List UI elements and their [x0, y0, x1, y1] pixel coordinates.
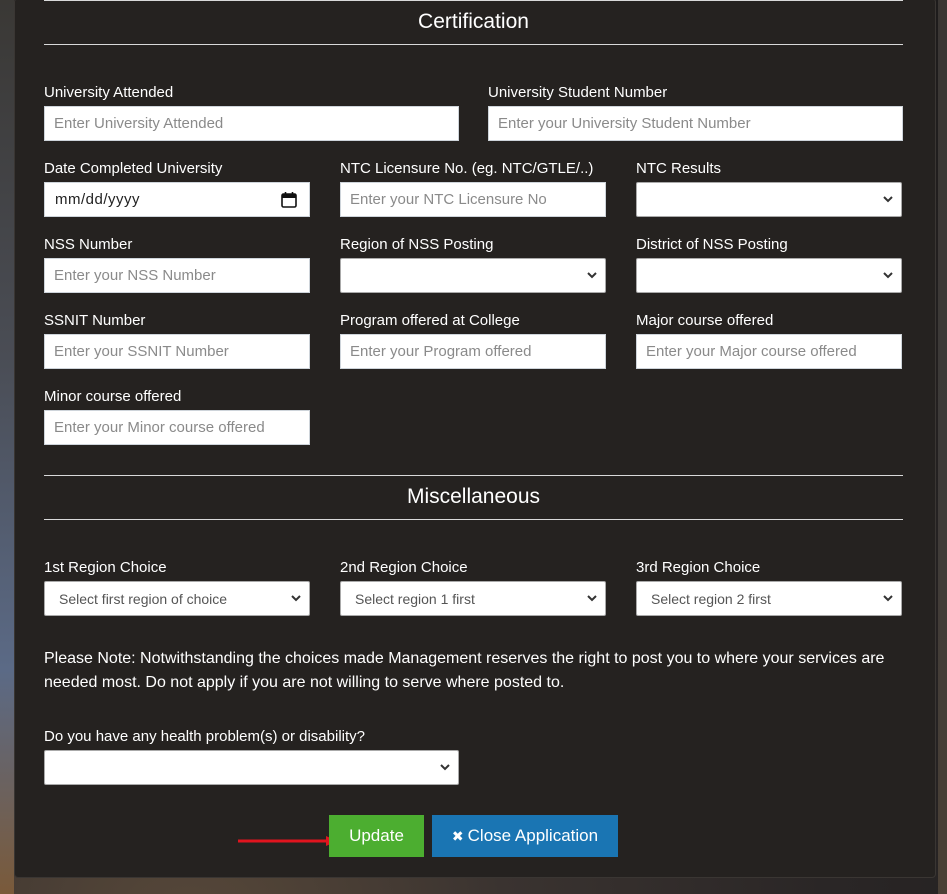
region1-select[interactable] — [44, 581, 310, 616]
region3-label: 3rd Region Choice — [636, 559, 761, 576]
nss-number-input[interactable] — [44, 258, 310, 293]
divider-misc — [44, 519, 903, 520]
minor-course-label: Minor course offered — [44, 388, 182, 405]
annotation-arrow-icon — [238, 835, 338, 847]
chevron-down-icon — [882, 193, 894, 205]
close-icon: ✖ — [451, 827, 464, 844]
health-label: Do you have any health problem(s) or disability? — [44, 728, 365, 745]
nss-district-select[interactable] — [636, 258, 902, 293]
region2-value: Select region 1 first — [355, 590, 475, 607]
section-title-certification: Certification — [418, 10, 529, 33]
student-number-input[interactable] — [488, 106, 903, 141]
ntc-results-label: NTC Results — [636, 160, 722, 177]
minor-course-input[interactable] — [44, 410, 310, 445]
ntc-licensure-input[interactable] — [340, 182, 606, 217]
close-application-label: Close Application — [467, 826, 599, 845]
university-attended-label: University Attended — [44, 84, 174, 101]
chevron-down-icon — [586, 592, 598, 604]
student-number-label: University Student Number — [488, 84, 668, 101]
ssnit-number-input[interactable] — [44, 334, 310, 369]
date-completed-label: Date Completed University — [44, 160, 223, 177]
section-title-miscellaneous: Miscellaneous — [406, 485, 541, 508]
chevron-down-icon — [290, 592, 302, 604]
university-attended-input[interactable] — [44, 106, 459, 141]
ssnit-number-label: SSNIT Number — [44, 312, 146, 329]
region3-select[interactable] — [636, 581, 902, 616]
chevron-down-icon — [439, 761, 451, 773]
divider-top — [44, 0, 903, 1]
ntc-licensure-label: NTC Licensure No. (eg. NTC/GTLE/..) — [340, 160, 594, 177]
ntc-results-select[interactable] — [636, 182, 902, 217]
chevron-down-icon — [882, 592, 894, 604]
date-completed-input[interactable] — [44, 182, 310, 217]
divider-certification — [44, 44, 903, 45]
major-course-input[interactable] — [636, 334, 902, 369]
background-right — [938, 0, 947, 894]
region1-label: 1st Region Choice — [44, 559, 167, 576]
update-button[interactable]: Update — [329, 815, 424, 857]
region2-label: 2nd Region Choice — [340, 559, 468, 576]
region1-value: Select first region of choice — [59, 590, 228, 607]
region3-value: Select region 2 first — [651, 590, 771, 607]
major-course-label: Major course offered — [636, 312, 774, 329]
nss-region-select[interactable] — [340, 258, 606, 293]
divider-misc-top — [44, 475, 903, 476]
calendar-icon[interactable] — [281, 191, 297, 208]
region2-select[interactable] — [340, 581, 606, 616]
posting-note: Please Note: Notwithstanding the choices made Management reserves the right to post you to where your services are needed most. Do not apply if you are not willing to serve where posted to. — [44, 650, 885, 691]
health-select[interactable] — [44, 750, 459, 785]
program-offered-input[interactable] — [340, 334, 606, 369]
nss-region-label: Region of NSS Posting — [340, 236, 494, 253]
background-left — [0, 0, 14, 894]
date-value: mm/dd/yyyy — [55, 191, 141, 208]
nss-district-label: District of NSS Posting — [636, 236, 788, 253]
close-application-button[interactable] — [432, 815, 618, 857]
program-offered-label: Program offered at College — [340, 312, 520, 329]
chevron-down-icon — [586, 269, 598, 281]
nss-number-label: NSS Number — [44, 236, 133, 253]
chevron-down-icon — [882, 269, 894, 281]
